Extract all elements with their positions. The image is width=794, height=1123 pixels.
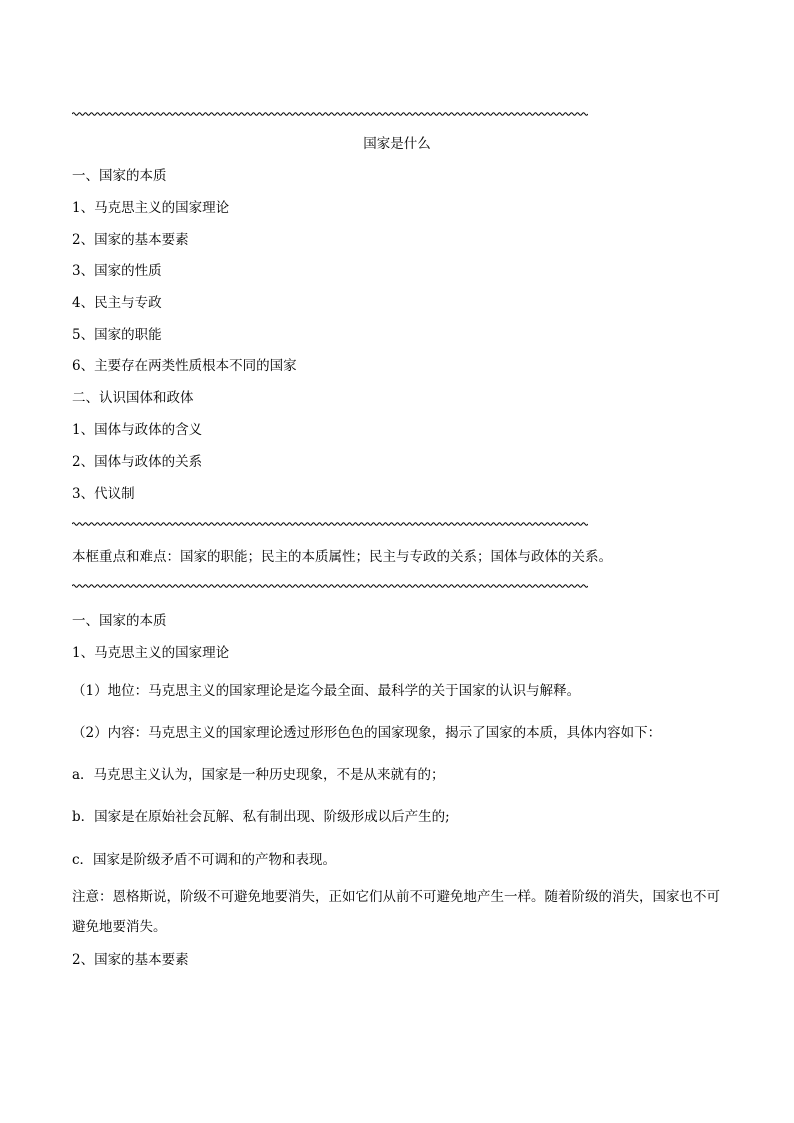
- outline-section-heading: 一、国家的本质: [72, 168, 167, 184]
- body-paragraph: （1）地位：马克思主义的国家理论是迄今最全面、最科学的关于国家的认识与解释。: [72, 683, 581, 699]
- wavy-divider: [72, 110, 588, 118]
- body-list-item: b．国家是在原始社会瓦解、私有制出现、阶级形成以后产生的;: [72, 809, 450, 825]
- outline-item: 6、主要存在两类性质根本不同的国家: [72, 358, 297, 374]
- outline-item: 2、国家的基本要素: [72, 232, 189, 248]
- body-list-item: c．国家是阶级矛盾不可调和的产物和表现。: [72, 852, 337, 868]
- body-subheading: 1、马克思主义的国家理论: [72, 645, 230, 661]
- body-note: 注意：恩格斯说，阶级不可避免地要消失，正如它们从前不可避免地产生一样。随着阶级的消失，国家也不可避免地要消失。: [72, 889, 720, 935]
- outline-item: 3、代议制: [72, 486, 135, 502]
- outline-item: 5、国家的职能: [72, 327, 162, 343]
- wavy-divider: [72, 520, 588, 528]
- body-section-heading: 一、国家的本质: [72, 613, 167, 629]
- body-paragraph: （2）内容：马克思主义的国家理论透过形形色色的国家现象，揭示了国家的本质，具体内容如下：: [72, 725, 662, 741]
- outline-item: 3、国家的性质: [72, 263, 162, 279]
- outline-item: 1、国体与政体的含义: [72, 422, 203, 438]
- outline-item: 2、国体与政体的关系: [72, 454, 203, 470]
- body-list-item: a．马克思主义认为，国家是一种历史现象，不是从来就有的；: [72, 767, 445, 783]
- key-points-text: 本框重点和难点：国家的职能；民主的本质属性；民主与专政的关系；国体与政体的关系。: [72, 549, 612, 565]
- outline-item: 1、马克思主义的国家理论: [72, 200, 230, 216]
- wavy-divider: [72, 582, 588, 590]
- body-subheading: 2、国家的基本要素: [72, 952, 189, 968]
- outline-item: 4、民主与专政: [72, 295, 162, 311]
- outline-section-heading: 二、认识国体和政体: [72, 390, 194, 406]
- document-title: 国家是什么: [363, 136, 431, 152]
